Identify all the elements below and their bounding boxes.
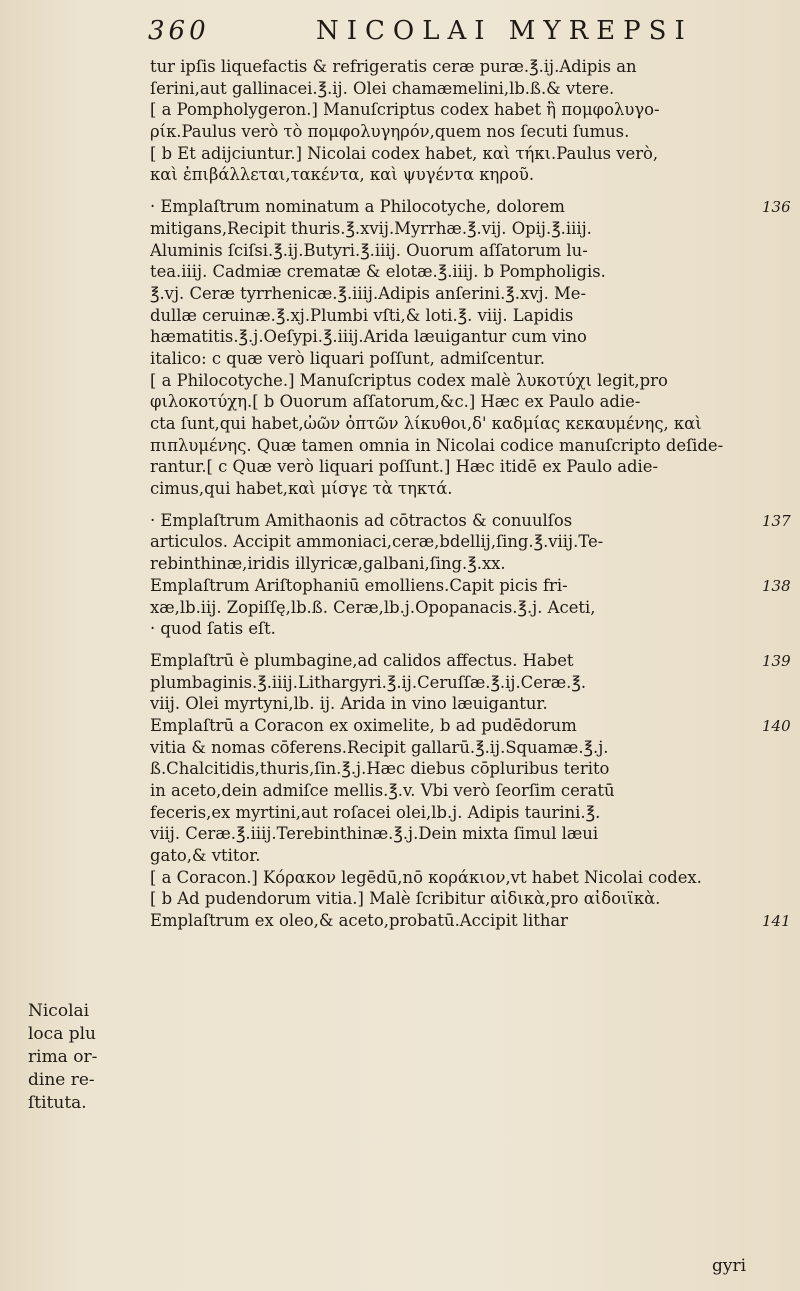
text-line: articulos. Accipit ammoniaci,ceræ,bdellij,ſing.℥.viij.Te- (150, 532, 604, 552)
paragraph-gap (150, 640, 750, 650)
text-line: viij. Ceræ.℥.iiij.Terebinthinæ.℥.j.Dein mixta ſimul læui (150, 824, 599, 844)
text-line: ſerini,aut gallinacei.℥.ij. Olei chamæmelini,lb.ß.& vtere. (150, 78, 615, 98)
marginal-number: 137 (762, 512, 791, 530)
text-line: vitia & nomas cōferens.Recipit gallarū.℥.ij.Squamæ.℥.j. (150, 737, 609, 757)
text-line: · Emplaſtrum nominatum a Philocotyche, dolorem (150, 197, 565, 217)
text-line: · quod ſatis eſt. (150, 619, 276, 639)
text-line: [ a Pompholygeron.] Manuſcriptus codex habet ἢ πομφολυγο- (150, 100, 660, 120)
page-header (148, 12, 788, 52)
page-number: 360 (148, 16, 210, 46)
text-line: tea.iiij. Cadmiæ crematæ & elotæ.℥.iiij. b Pompholigis. (150, 262, 606, 282)
text-line: Aluminis ſciſsi.℥.ij.Butyri.℥.iiij. Ouorum aſſatorum lu- (150, 240, 588, 260)
text-line: rantur.[ c Quæ verò liquari poſſunt.] Hæc itidē ex Paulo adie- (150, 457, 659, 477)
text-line: viij. Olei myrtyni,lb. ij. Arida in vino læuigantur. (150, 694, 548, 714)
text-line: cimus,qui habet,καὶ μίσγε τὰ τηκτά. (150, 479, 453, 499)
text-line: gato,& vtitor. (150, 846, 261, 866)
text-line: xæ,lb.iij. Zopiſſę,lb.ß. Ceræ,lb.j.Opopanacis.℥.j. Aceti, (150, 597, 596, 617)
text-line: ρίκ.Paulus verò τὸ πομφολυγηρόν,quem nos ſecuti ſumus. (150, 122, 630, 142)
running-title: NICOLAI MYREPSI (316, 16, 693, 46)
text-line: dullæ ceruinæ.℥.xj.Plumbi vſti,& loti.℥. viij. Lapidis (150, 305, 574, 325)
catchword: gyri (712, 1256, 747, 1276)
side-note-line: dine re- (28, 1070, 95, 1090)
side-note-line: rima or- (28, 1047, 98, 1067)
paragraph-gap (150, 186, 750, 196)
marginal-number: 140 (762, 717, 791, 735)
text-line: [ a Coracon.] Κόρακον legēdū,nō κοράκιον,vt habet Nicolai codex. (150, 867, 702, 887)
paragraph-gap (150, 500, 750, 510)
text-line: in aceto,dein admiſce mellis.℥.v. Vbi verò ſeorſim ceratū (150, 781, 615, 800)
text-line: hæmatitis.℥.j.Oeſypi.℥.iiij.Arida læuigantur cum vino (150, 327, 587, 347)
text-line: φιλοκοτύχη.[ b Ouorum aſſatorum,&c.] Hæc ex Paulo adie- (150, 392, 641, 412)
text-line: [ b Et adijciuntur.] Nicolai codex habet, καὶ τήκι.Paulus verò, (150, 143, 659, 163)
text-line: feceris,ex myrtini,aut roſacei olei,lb.j. Adipis taurini.℥. (150, 802, 601, 822)
text-line: [ b Ad pudendorum vitia.] Malè ſcribitur αἰδικὰ,pro αἰδοιϊκὰ. (150, 889, 661, 909)
side-note-line: Nicolai (28, 1001, 90, 1021)
side-note-line: loca plu (28, 1024, 96, 1044)
text-body (150, 56, 750, 932)
text-line: Emplaſtrum Ariſtophaniū emolliens.Capit picis fri- (150, 575, 568, 595)
text-line: καὶ ἐπιβάλλεται,τακέντα, καὶ ψυγέντα κηροῦ. (150, 165, 535, 185)
marginal-number: 141 (762, 912, 791, 930)
text-line: ß.Chalcitidis,thuris,ſin.℥.j.Hæc diebus cōpluribus terito (150, 759, 610, 779)
text-line: Emplaſtrū a Coracon ex oximelite, b ad pudēdorum (150, 715, 577, 735)
text-line: italico: c quæ verò liquari poſſunt, admiſcentur. (150, 348, 545, 368)
text-line: · Emplaſtrum Amithaonis ad cōtractos & conuulſos (150, 510, 573, 530)
text-line: Emplaſtrum ex oleo,& aceto,probatū.Accipit lithar (150, 911, 568, 931)
text-line: πιπλυμένης. Quæ tamen omnia in Nicolai codice manuſcripto deſide- (150, 435, 724, 455)
text-line: rebinthinæ,iridis illyricæ,galbani,ſing.℥.xx. (150, 554, 506, 574)
marginal-number: 139 (762, 652, 791, 670)
marginal-number: 136 (762, 198, 791, 216)
text-line: [ a Philocotyche.] Manuſcriptus codex malè λυκοτύχι legit,pro (150, 370, 668, 390)
text-line: tur ipſis liquefactis & refrigeratis ceræ puræ.℥.ij.Adipis an (150, 57, 637, 76)
marginal-number: 138 (762, 577, 791, 595)
text-line: Emplaſtrū è plumbagine,ad calidos affectus. Habet (150, 650, 574, 670)
text-line: cta ſunt,qui habet,ὠῶν ὀπτῶν λίκυθοι,δ' καδμίας κεκαυμένης, καὶ (150, 414, 702, 433)
text-line: mitigans,Recipit thuris.℥.xvij.Myrrhæ.℥.vij. Opij.℥.iiij. (150, 218, 592, 238)
side-note (28, 1000, 124, 1115)
text-line: ℥.vj. Ceræ tyrrhenicæ.℥.iiij.Adipis anſerini.℥.xvj. Me- (150, 283, 587, 303)
text-line: plumbaginis.℥.iiij.Lithargyri.℥.ij.Ceruſſæ.℥.ij.Ceræ.℥. (150, 672, 587, 692)
side-note-line: ſtituta. (28, 1093, 87, 1113)
